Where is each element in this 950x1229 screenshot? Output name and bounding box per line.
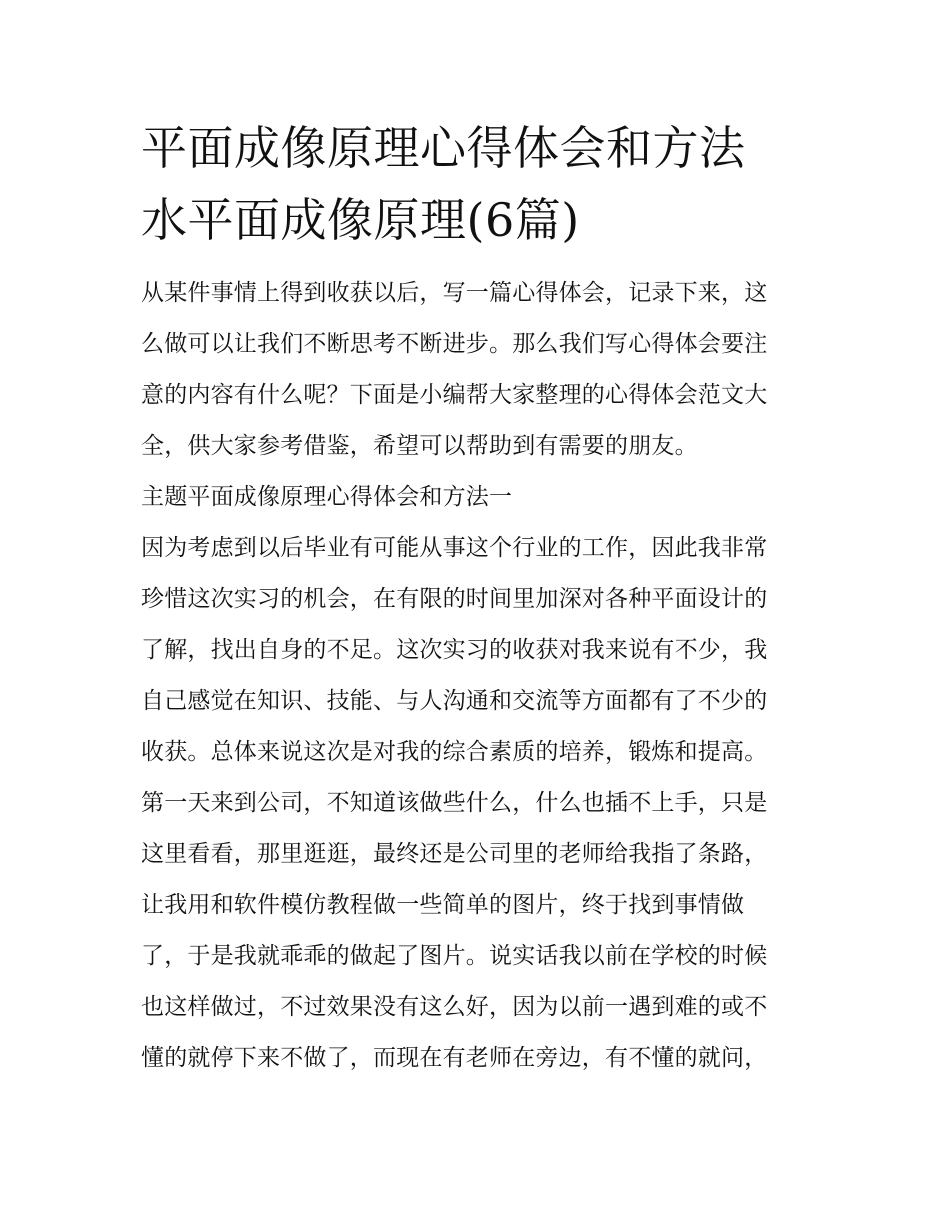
paragraph-line: 了解，找出自身的不足。这次实习的收获对我来说有不少，我 (141, 637, 768, 663)
section-heading: 主题平面成像原理心得体会和方法一 (141, 484, 513, 510)
intro-line: 么做可以让我们不断思考不断进步。那么我们写心得体会要注 (141, 331, 768, 357)
paragraph-line: 了，于是我就乖乖的做起了图片。说实话我以前在学校的时候 (141, 943, 768, 969)
intro-line: 意的内容有什么呢？下面是小编帮大家整理的心得体会范文大 (141, 382, 768, 408)
paragraph-line: 因为考虑到以后毕业有可能从事这个行业的工作，因此我非常 (141, 535, 768, 561)
paragraph-line: 珍惜这次实习的机会，在有限的时间里加深对各种平面设计的 (141, 586, 768, 612)
paragraph-line: 自己感觉在知识、技能、与人沟通和交流等方面都有了不少的 (141, 688, 768, 714)
paragraph-line: 收获。总体来说这次是对我的综合素质的培养，锻炼和提高。 (141, 739, 768, 765)
intro-line: 从某件事情上得到收获以后，写一篇心得体会，记录下来，这 (141, 280, 768, 306)
paragraph-line: 这里看看，那里逛逛，最终还是公司里的老师给我指了条路， (141, 841, 768, 867)
title-line: 平面成像原理心得体会和方法 (141, 121, 746, 175)
document-content (141, 112, 813, 1084)
paragraph-line: 让我用和软件模仿教程做一些简单的图片，终于找到事情做 (141, 892, 745, 918)
document-body (141, 268, 813, 1084)
document-title (141, 112, 813, 256)
title-line: 水平面成像原理(6篇) (141, 193, 580, 247)
intro-line: 全，供大家参考借鉴，希望可以帮助到有需要的朋友。 (141, 433, 698, 459)
paragraph-line: 也这样做过，不过效果没有这么好，因为以前一遇到难的或不 (141, 994, 768, 1020)
paragraph-line: 懂的就停下来不做了，而现在有老师在旁边，有不懂的就问， (141, 1045, 768, 1071)
paragraph-line: 第一天来到公司，不知道该做些什么，什么也插不上手，只是 (141, 790, 768, 816)
